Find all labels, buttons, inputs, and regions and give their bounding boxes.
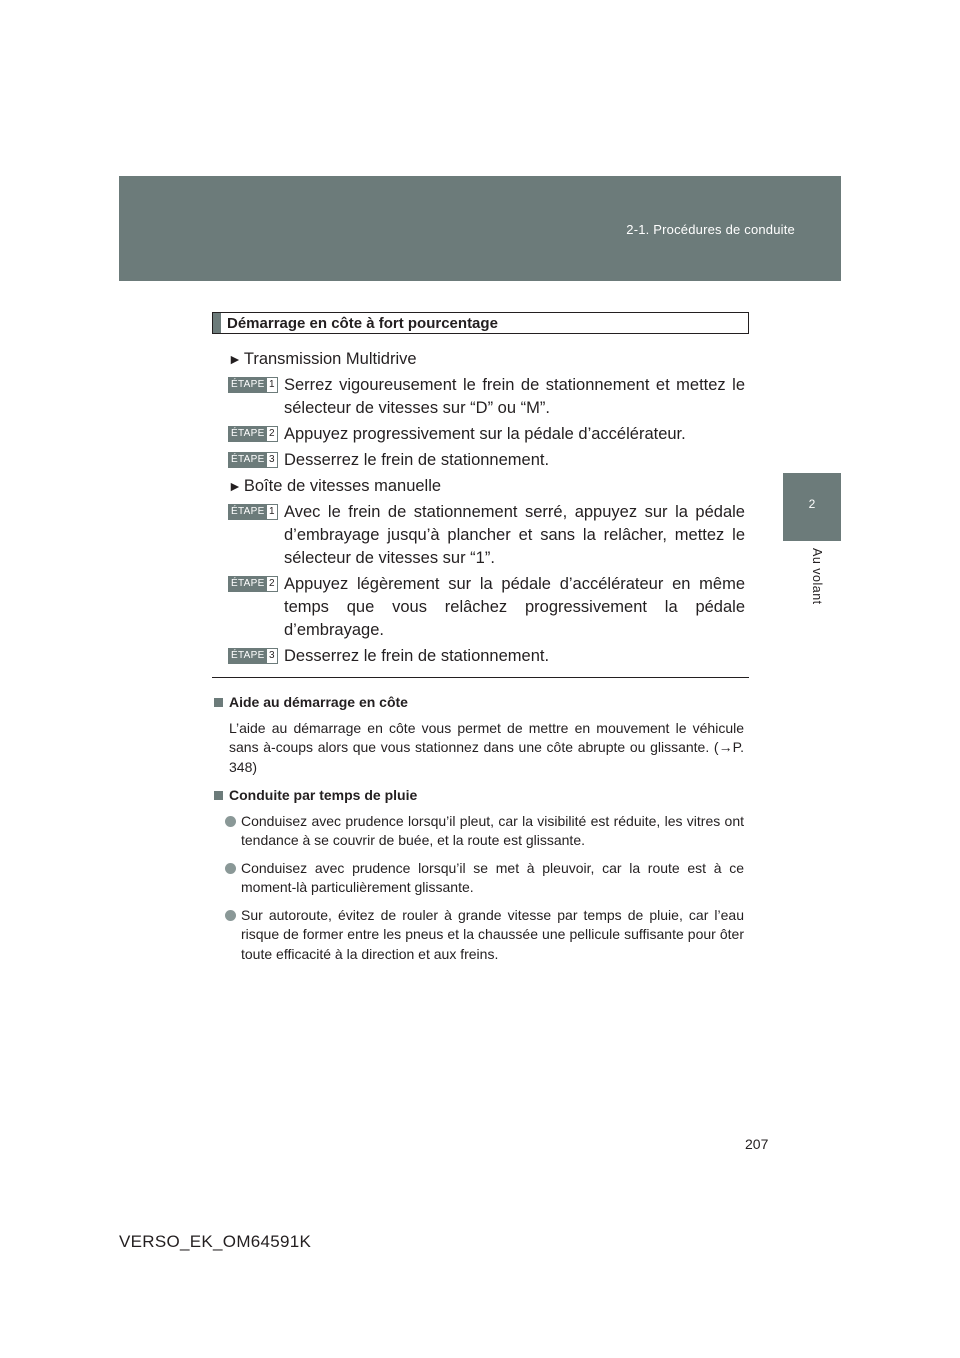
step-item: [228, 449, 745, 472]
step-badge: ÉTAPE 3: [228, 452, 278, 468]
step-badge: ÉTAPE 2: [228, 426, 278, 442]
chapter-header: 2-1. Procédures de conduite: [626, 222, 795, 237]
step-text: Desserrez le frein de stationnement.: [284, 647, 550, 665]
page-number: 207: [745, 1136, 769, 1152]
group-title: ► Transmission Multidrive: [228, 350, 417, 368]
step-text: Serrez vigoureusement le frein de stationnement et mettez le sélecteur de vitesses sur “D” ou “M”.: [284, 376, 745, 417]
step-item: [228, 573, 745, 642]
group-title: ► Boîte de vitesses manuelle: [228, 477, 442, 495]
note-heading: Conduite par temps de pluie: [214, 786, 744, 806]
section-title: Démarrage en côte à fort pourcentage: [227, 314, 498, 332]
square-bullet-icon: [214, 698, 223, 707]
step-item: [228, 423, 745, 446]
list-item: Conduisez avec prudence lorsqu’il se met à pleuvoir, car la route est à ce moment-là particulièrement glissante.: [225, 859, 744, 898]
document-code: VERSO_EK_OM64591K: [119, 1232, 312, 1251]
step-badge: ÉTAPE 3: [228, 648, 278, 664]
chapter-tab-number: 2: [808, 497, 816, 511]
notes-section: [214, 693, 744, 972]
step-item: [228, 374, 745, 420]
circle-bullet-icon: [225, 863, 236, 874]
step-badge: ÉTAPE 1: [228, 504, 278, 520]
step-badge: ÉTAPE 1: [228, 377, 278, 393]
procedure-group-multidrive: [228, 348, 745, 472]
section-divider: [212, 677, 749, 678]
note-body: L’aide au démarrage en côte vous permet de mettre en mouvement le véhicule sans à-coups alors que vous stationnez dans une côte abrupte ou glissante. (→P. 348): [229, 719, 744, 775]
section-heading-bar: [213, 313, 221, 333]
step-text: Appuyez progressivement sur la pédale d’accélérateur.: [284, 425, 686, 443]
circle-bullet-icon: [225, 910, 236, 921]
chapter-tab: [783, 473, 841, 541]
procedure-group-manual: [228, 475, 745, 668]
note-heading: Aide au démarrage en côte: [214, 693, 744, 713]
step-text: Appuyez légèrement sur la pédale d’accélérateur en même temps que vous relâchez progressivement la pédale d’embrayage.: [284, 575, 745, 639]
triangle-right-icon: ►: [228, 351, 242, 367]
triangle-right-icon: ►: [228, 478, 242, 494]
section-heading: [212, 312, 749, 334]
step-text: Desserrez le frein de stationnement.: [284, 451, 550, 469]
procedure-content: [228, 348, 745, 671]
header-band: [119, 176, 841, 281]
step-text: Avec le frein de stationnement serré, appuyez sur la pédale d’embrayage jusqu’à plancher et sans la relâcher, mettez le sélecteur de vitesses sur “1”.: [284, 503, 745, 567]
square-bullet-icon: [214, 791, 223, 800]
list-item: Conduisez avec prudence lorsqu’il pleut, car la visibilité est réduite, les vitres ont tendance à se couvrir de buée, et la route est glissante.: [225, 812, 744, 851]
step-badge: ÉTAPE 2: [228, 576, 278, 592]
step-item: [228, 501, 745, 570]
list-item: Sur autoroute, évitez de rouler à grande vitesse par temps de pluie, car l’eau risque de former entre les pneus et la chaussée une pellicule suffisante pour ôter toute efficacité à la direction et aux freins.: [225, 906, 744, 965]
circle-bullet-icon: [225, 816, 236, 827]
step-item: [228, 645, 745, 668]
chapter-tab-label: Au volant: [810, 548, 824, 605]
